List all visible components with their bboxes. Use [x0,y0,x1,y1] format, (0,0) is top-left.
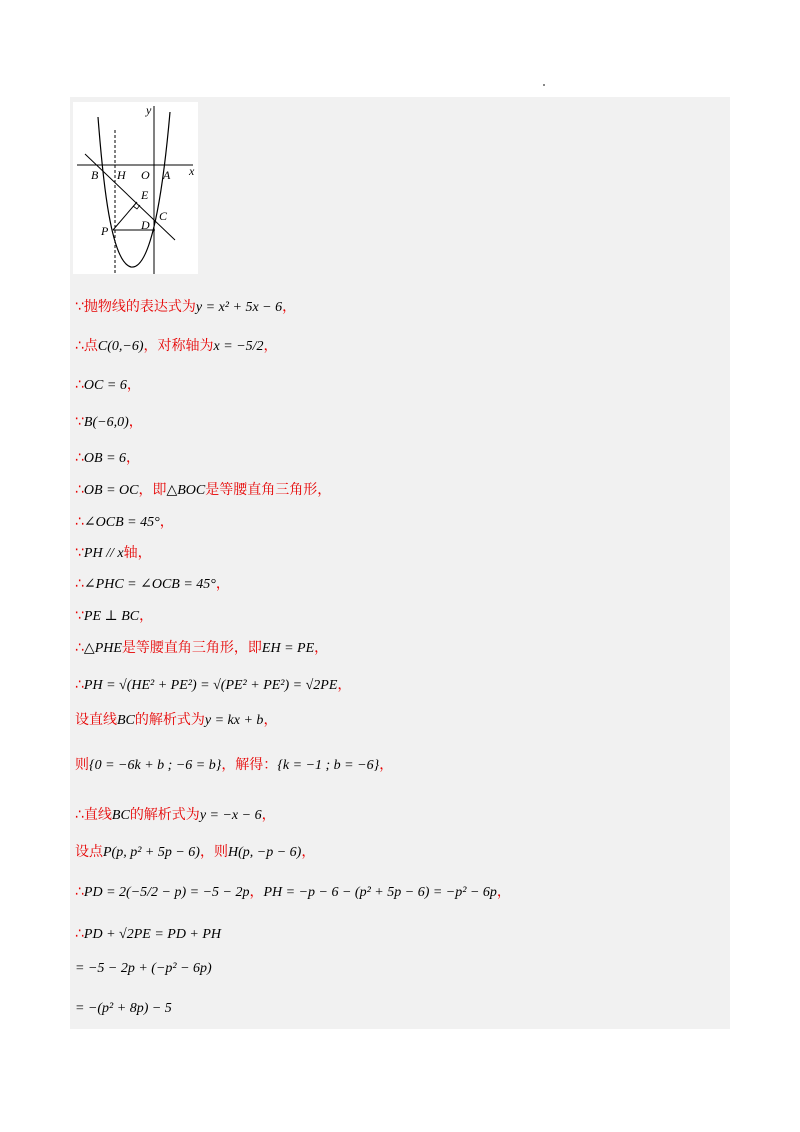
line-text: ∴ [75,377,84,393]
line-bc [85,154,175,240]
line-text: ，解得： [221,757,278,773]
line-math: PD + √2PE = PD + PH [83,927,222,942]
line-text: ， [301,844,316,860]
line-text: ， [337,677,352,693]
solution-line [75,513,174,532]
line-math: B(−6,0) [83,415,129,430]
line-text: 的解析式为 [134,712,205,728]
line-text: ，对称轴为 [143,338,214,354]
line-math: P(p, p² + 5p − 6) [103,845,200,860]
line-text: 是等腰直角三角形， [205,482,332,498]
solution-line [75,755,393,776]
line-text: ∵ [75,608,84,624]
solution-line [75,843,315,862]
line-math: ∠PHC = ∠OCB = 45° [83,577,216,592]
solution-panel [70,97,730,1029]
line-text: ∴ [75,640,84,656]
line-math: PH = −p − 6 − (p² + 5p − 6) = −p² − 6p [263,885,497,900]
line-text: ∴ [75,884,84,900]
line-math: y = x² + 5x − 6 [195,300,283,315]
parabola-figure [73,102,198,274]
stray-dot [543,84,545,86]
line-math: OB = OC [83,483,139,498]
line-text: ， [263,338,278,354]
label-b: B [91,168,99,182]
solution-line [75,925,221,944]
solution-line [75,298,296,317]
line-math: y = kx + b [204,713,264,728]
line-text: ∵抛物线的表达式为 [75,299,196,315]
label-h: H [117,168,126,182]
line-math: △PHE [83,641,122,656]
label-d: D [141,218,150,232]
parabola-curve [98,112,170,267]
solution-line [75,676,351,695]
line-text: ， [139,608,154,624]
line-text: ，即 [138,482,167,498]
solution-line [75,639,328,658]
line-math: PD = 2(−5/2 − p) = −5 − 2p [83,885,250,900]
line-text: ∴点 [75,338,98,354]
solution-line [75,575,230,594]
line-text: ∵ [75,414,84,430]
line-math: C(0,−6) [97,339,144,354]
label-x: x [189,164,195,178]
label-a: A [163,168,171,182]
line-text: ∴ [75,482,84,498]
solution-line [75,883,511,902]
label-y: y [146,103,152,117]
line-text: ∴ [75,514,84,530]
solution-line [75,449,140,468]
line-text: ， [314,640,329,656]
line-text: ∴ [75,677,84,693]
line-text: ， [249,884,264,900]
line-math: △BOC [166,483,206,498]
line-math: = −(p² + 8p) − 5 [75,1001,172,1016]
line-text: ， [261,807,276,823]
line-math: BC [117,713,135,728]
line-math: = −5 − 2p + (−p² − 6p) [75,961,212,976]
figure-svg [73,102,198,274]
solution-line [75,544,152,563]
line-math: {k = −1 ; b = −6} [277,758,380,773]
line-math: H(p, −p − 6) [227,845,302,860]
line-math: y = −x − 6 [199,808,262,823]
line-text: 的解析式为 [129,807,200,823]
solution-line [75,999,172,1018]
line-text: ∴ [75,926,84,942]
line-math: BC [111,808,130,823]
line-math: OC = 6 [83,378,127,393]
line-math: {0 = −6k + b ; −6 = b} [89,758,222,773]
line-text: ， [263,712,278,728]
line-math: PE ⊥ BC [83,609,140,624]
line-text: ， [379,757,394,773]
line-math: x = −5/2 [213,339,264,354]
line-text: 是等腰直角三角形，即 [121,640,262,656]
line-text: ∴直线 [75,807,112,823]
solution-line [75,711,277,730]
line-text: ， [215,576,230,592]
line-text: ， [282,299,297,315]
solution-line [75,607,153,626]
line-math: PH // x [83,546,124,561]
line-math: ∠OCB = 45° [83,515,160,530]
line-text: ，则 [199,844,228,860]
solution-line [75,413,143,432]
label-c: C [159,209,168,223]
line-text: ， [126,377,141,393]
line-math: PH = √(HE² + PE²) = √(PE² + PE²) = √2PE [83,678,338,693]
line-text: ， [126,450,141,466]
line-text: ∴ [75,576,84,592]
label-p: P [101,224,109,238]
solution-line [75,959,212,978]
line-math: OB = 6 [83,451,127,466]
line-math: EH = PE [261,641,315,656]
line-text: 轴， [123,545,152,561]
line-text: ∵ [75,545,84,561]
line-text: ， [159,514,174,530]
line-text: ， [496,884,511,900]
line-text: 则 [75,757,89,773]
solution-line [75,337,278,356]
solution-line [75,376,141,395]
line-text: 设直线 [75,712,117,728]
label-o: O [141,168,150,182]
solution-line [75,481,331,500]
line-text: 设点 [75,844,103,860]
label-e: E [141,188,149,202]
line-text: ∴ [75,450,84,466]
line-text: ， [128,414,143,430]
solution-line [75,806,276,825]
